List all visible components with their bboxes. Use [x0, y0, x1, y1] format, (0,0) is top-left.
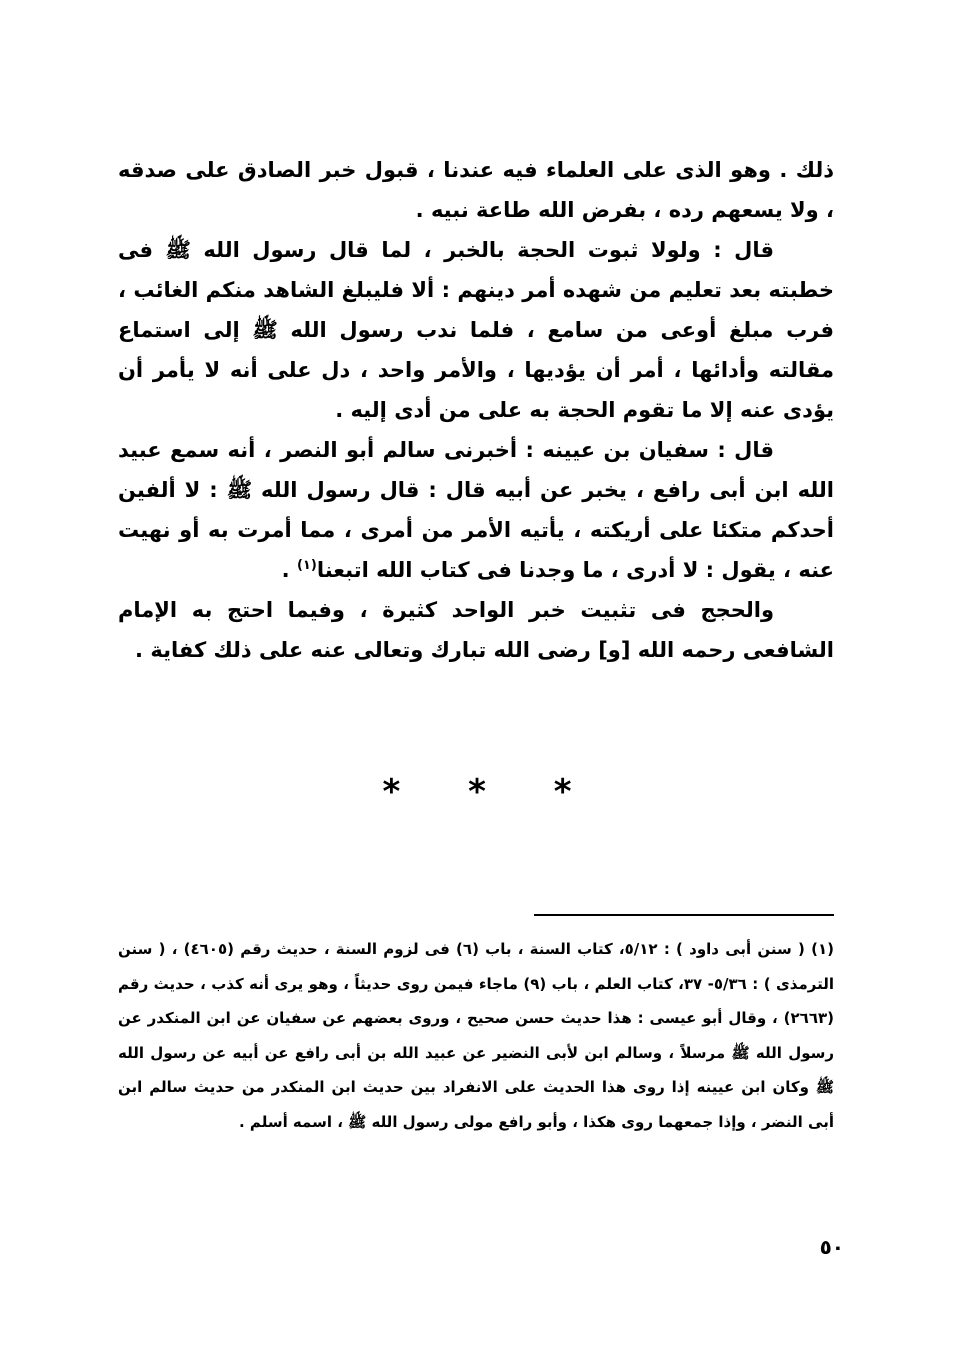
paragraph-3-text: قال : سفيان بن عيينه : أخبرنى سالم أبو النصر ، أنه سمع عبيد الله ابن أبى رافع ، يخبر عن أبيه قال : قال رسول الله ﷺ : لا ألفين أحدكم متكئا على أريكته ، يأتيه الأمر من أمرى ، مما أمرت به أو نهيت عنه ، يقول : لا أدرى ، ما وجدنا فى كتاب الله اتبعنا [118, 438, 834, 582]
paragraph-3-end: . [281, 558, 297, 582]
paragraph-4: والحجج فى تثبيت خبر الواحد كثيرة ، وفيما احتج به الإمام الشافعى رحمه الله [و] رضى الله تبارك وتعالى عنه على ذلك كفاية . [118, 598, 834, 662]
section-separator [0, 772, 954, 812]
paragraph-3 [118, 430, 834, 590]
separator-star: * [468, 772, 486, 812]
page-number: ٥٠ [819, 1235, 844, 1259]
main-text [118, 150, 834, 670]
footnote-1: (١) ( سنن أبى داود ) : ٥/١٢، كتاب السنة ، باب (٦) فى لزوم السنة ، حديث رقم (٤٦٠٥) ، ( سنن الترمذى ) : ٥/٣٦- ٣٧، كتاب العلم ، باب (٩) ماجاء فيمن روى حديثاً ، وهو يرى أنه كذب ، حديث رقم (٢٦٦٣) ، وقال أبو عيسى : هذا حديث حسن صحيح ، وروى بعضهم عن سفيان عن ابن المنكدر عن رسول الله ﷺ مرسلاً ، وسالم ابن لأبى النضير عن عبيد الله بن أبى رافع عن أبيه عن رسول الله ﷺ وكان ابن عيينه إذا روى هذا الحديث على الانفراد بين حديث ابن المنكدر من حديث سالم ابن أبى النضر ، وإذا جمعهما روى هكذا ، وأبو رافع مولى رسول الله ﷺ ، اسمه أسلم . [118, 940, 834, 1131]
footnote-divider [534, 914, 834, 916]
footnote-reference-mark: (١) [296, 558, 317, 573]
paragraph-2: قال : ولولا ثبوت الحجة بالخبر ، لما قال رسول الله ﷺ فى خطبته بعد تعليم من شهده أمر دينهم : ألا فليبلغ الشاهد منكم الغائب ، فرب مبلغ أوعى من سامع ، فلما ندب رسول الله ﷺ إلى استماع مقالته وأدائها ، أمر أن يؤديها ، والأمر واحد ، دل على أنه لا يأمر أن يؤدى عنه إلا ما تقوم الحجة به على من أدى إليه . [118, 238, 834, 422]
footnotes [118, 932, 834, 1139]
paragraph-1: ذلك . وهو الذى على العلماء فيه عندنا ، قبول خبر الصادق على صدقه ، ولا يسعهم رده ، بفرض الله طاعة نبيه . [118, 158, 834, 222]
separator-star: * [382, 772, 401, 812]
separator-star: * [553, 772, 572, 812]
